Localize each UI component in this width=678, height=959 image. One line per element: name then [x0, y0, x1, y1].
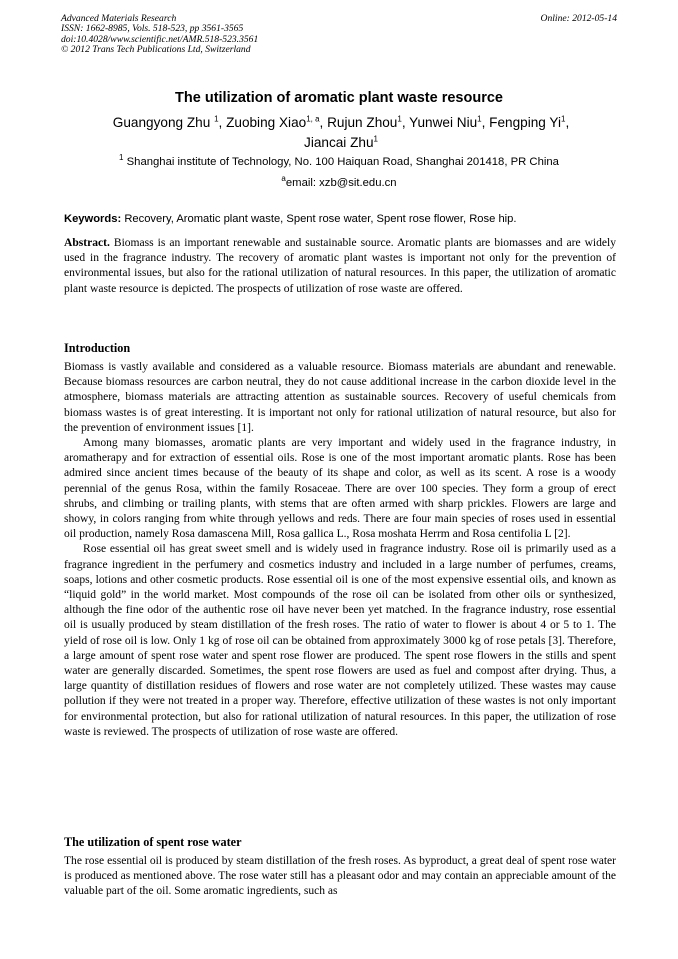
- paragraph: Rose essential oil has great sweet smell and is widely used in fragrance industry. Rose oil is primarily used as a fragrance ingredient in the perfumery and cosmetics industry and included in a large number of perfumes, creams, soaps, lotions and other cosmetic products. Rose essential oil is one of the most expensive essential oils, and known as “liquid gold” in the world market. Most compounds of the rose oil can be isolated from other oils or synthesized, although the fine odor of the authentic rose oil have never been yet matched. In the fragrance industry, rose essential oil is usually produced by steam distillation of the fresh roses. The ratio of water to flower is about 4 or 5 to 1. The yield of rose oil is low. Only 1 kg of rose oil can be obtained from approximately 3000 kg of rose petals [3]. Therefore, a large amount of spent rose water and spent rose flower are produced. The spent rose flowers in the stills and spent water are generally discarded. Sometimes, the spent rose flowers are used as fuel and compost after drying. Thus, a large quantity of distillation residues of flowers and rose water are not completely utilized. These wastes may cause pollution if they were not treated in a proper way. Therefore, effective utilization of these wastes is not only important for environmental protection, but also for rational utilization of natural resources. In this paper, the utilization of rose waste is reviewed. The prospects of utilization of rose waste are offered.: [64, 543, 616, 738]
- section-heading-spent-rose-water: The utilization of spent rose water: [64, 835, 242, 849]
- journal-name: Advanced Materials Research: [61, 13, 177, 24]
- author-name: Fengping Yi: [489, 115, 561, 130]
- paragraph: Among many biomasses, aromatic plants are very important and widely used in the fragrance industry, in aromatherapy and for extraction of essential oils. Rose is one of the most important aromatic plants. Rose has been admired since ancient times because of the beauty of its shape and color, as well as its scent. A rose is a woody perennial of the genus Rosa, within the family Rosaceae. There are over 100 species. They form a group of erect shrubs, and climbing or trailing plants, with stems that are often armed with sharp prickles. Flowers are large and showy, in colors ranging from white through yellows and reds. There are four main species of roses used in essential oil production, namely Rosa damascena Mill, Rosa gallica L., Rosa moshata Herrm and Rosa centifolia L [2].: [64, 437, 616, 541]
- abstract-text: Biomass is an important renewable and sustainable source. Aromatic plants are biomasses and are widely used in the fragrance industry. The recovery of aromatic plant wastes is important not only for the prevention of environmental issues, but also for the rational utilization of natural resources. In this paper, the utilization of aromatic plant waste resource is depicted. The prospects of utilization of rose waste are offered.: [64, 237, 617, 295]
- abstract-label: Abstract.: [64, 237, 110, 249]
- copyright-line: © 2012 Trans Tech Publications Ltd, Switzerland: [61, 44, 251, 56]
- author-affiliation-mark: 1: [560, 114, 566, 124]
- author-affiliation-mark: 1: [397, 114, 402, 124]
- keywords-label: Keywords:: [64, 213, 122, 225]
- keywords-text: Recovery, Aromatic plant waste, Spent rose water, Spent rose flower, Rose hip.: [124, 213, 517, 225]
- introduction-body: [64, 360, 616, 740]
- author-name: Rujun Zhou: [327, 115, 398, 130]
- email-mark: a: [281, 174, 286, 184]
- paragraph: The rose essential oil is produced by steam distillation of the fresh roses. As byproduct, a great deal of spent rose water is produced as mentioned above. The rose water still has a pleasant odor and may contain an appreciable amount of the valuable part of the oil. Some aromatic ingredients, such as: [64, 855, 616, 898]
- author-affiliation-mark: 1, a: [306, 114, 320, 124]
- author-name: Jiancai Zhu: [304, 135, 374, 150]
- doi-line: doi:10.4028/www.scientific.net/AMR.518-523.3561: [61, 33, 259, 45]
- author-name: Guangyong Zhu: [112, 115, 211, 130]
- author-affiliation-mark: 1: [214, 114, 219, 124]
- keywords: [64, 213, 616, 225]
- author-affiliation-mark: 1: [373, 134, 378, 144]
- publication-metadata: [61, 14, 617, 56]
- paper-title: The utilization of aromatic plant waste resource: [175, 90, 503, 106]
- section-heading-introduction: Introduction: [64, 341, 131, 355]
- author-name: Yunwei Niu: [409, 115, 478, 130]
- author-list: Guangyong Zhu $^1$, Zuobing Xiao$^{1, a}$, Rujun Zhou$^1$, Yunwei Niu$^1$, Fengping Yi$^1$, Jiancai Zhu$^1$: [112, 114, 570, 150]
- abstract: [64, 236, 616, 297]
- author-affiliation-mark: 1: [477, 114, 482, 124]
- contact-email: $^a$email: xzb@sit.edu.cn: [281, 174, 397, 189]
- paragraph: Biomass is vastly available and considered as a valuable resource. Biomass materials are abundant and renewable. Because biomass resources are carbon neutral, they do not cause additional increase in the carbon dioxide level in the atmosphere, biomass materials are attracting attention as sustainable sources. Recovery of useful chemicals from biomass wastes is of great interesting. It is important not only for rational utilization of natural resource, but also for the prevention of environment issues [1].: [64, 361, 616, 434]
- affiliation: $^1$ Shanghai institute of Technology, No. 100 Haiquan Road, Shanghai 201418, PR China: [119, 153, 559, 168]
- spent-rose-water-body: [64, 854, 616, 900]
- online-date: Online: 2012-05-14: [540, 13, 617, 24]
- issn-line: ISSN: 1662-8985, Vols. 518-523, pp 3561-3565: [61, 23, 244, 35]
- affiliation-mark: 1: [119, 153, 124, 163]
- author-name: Zuobing Xiao: [226, 115, 307, 130]
